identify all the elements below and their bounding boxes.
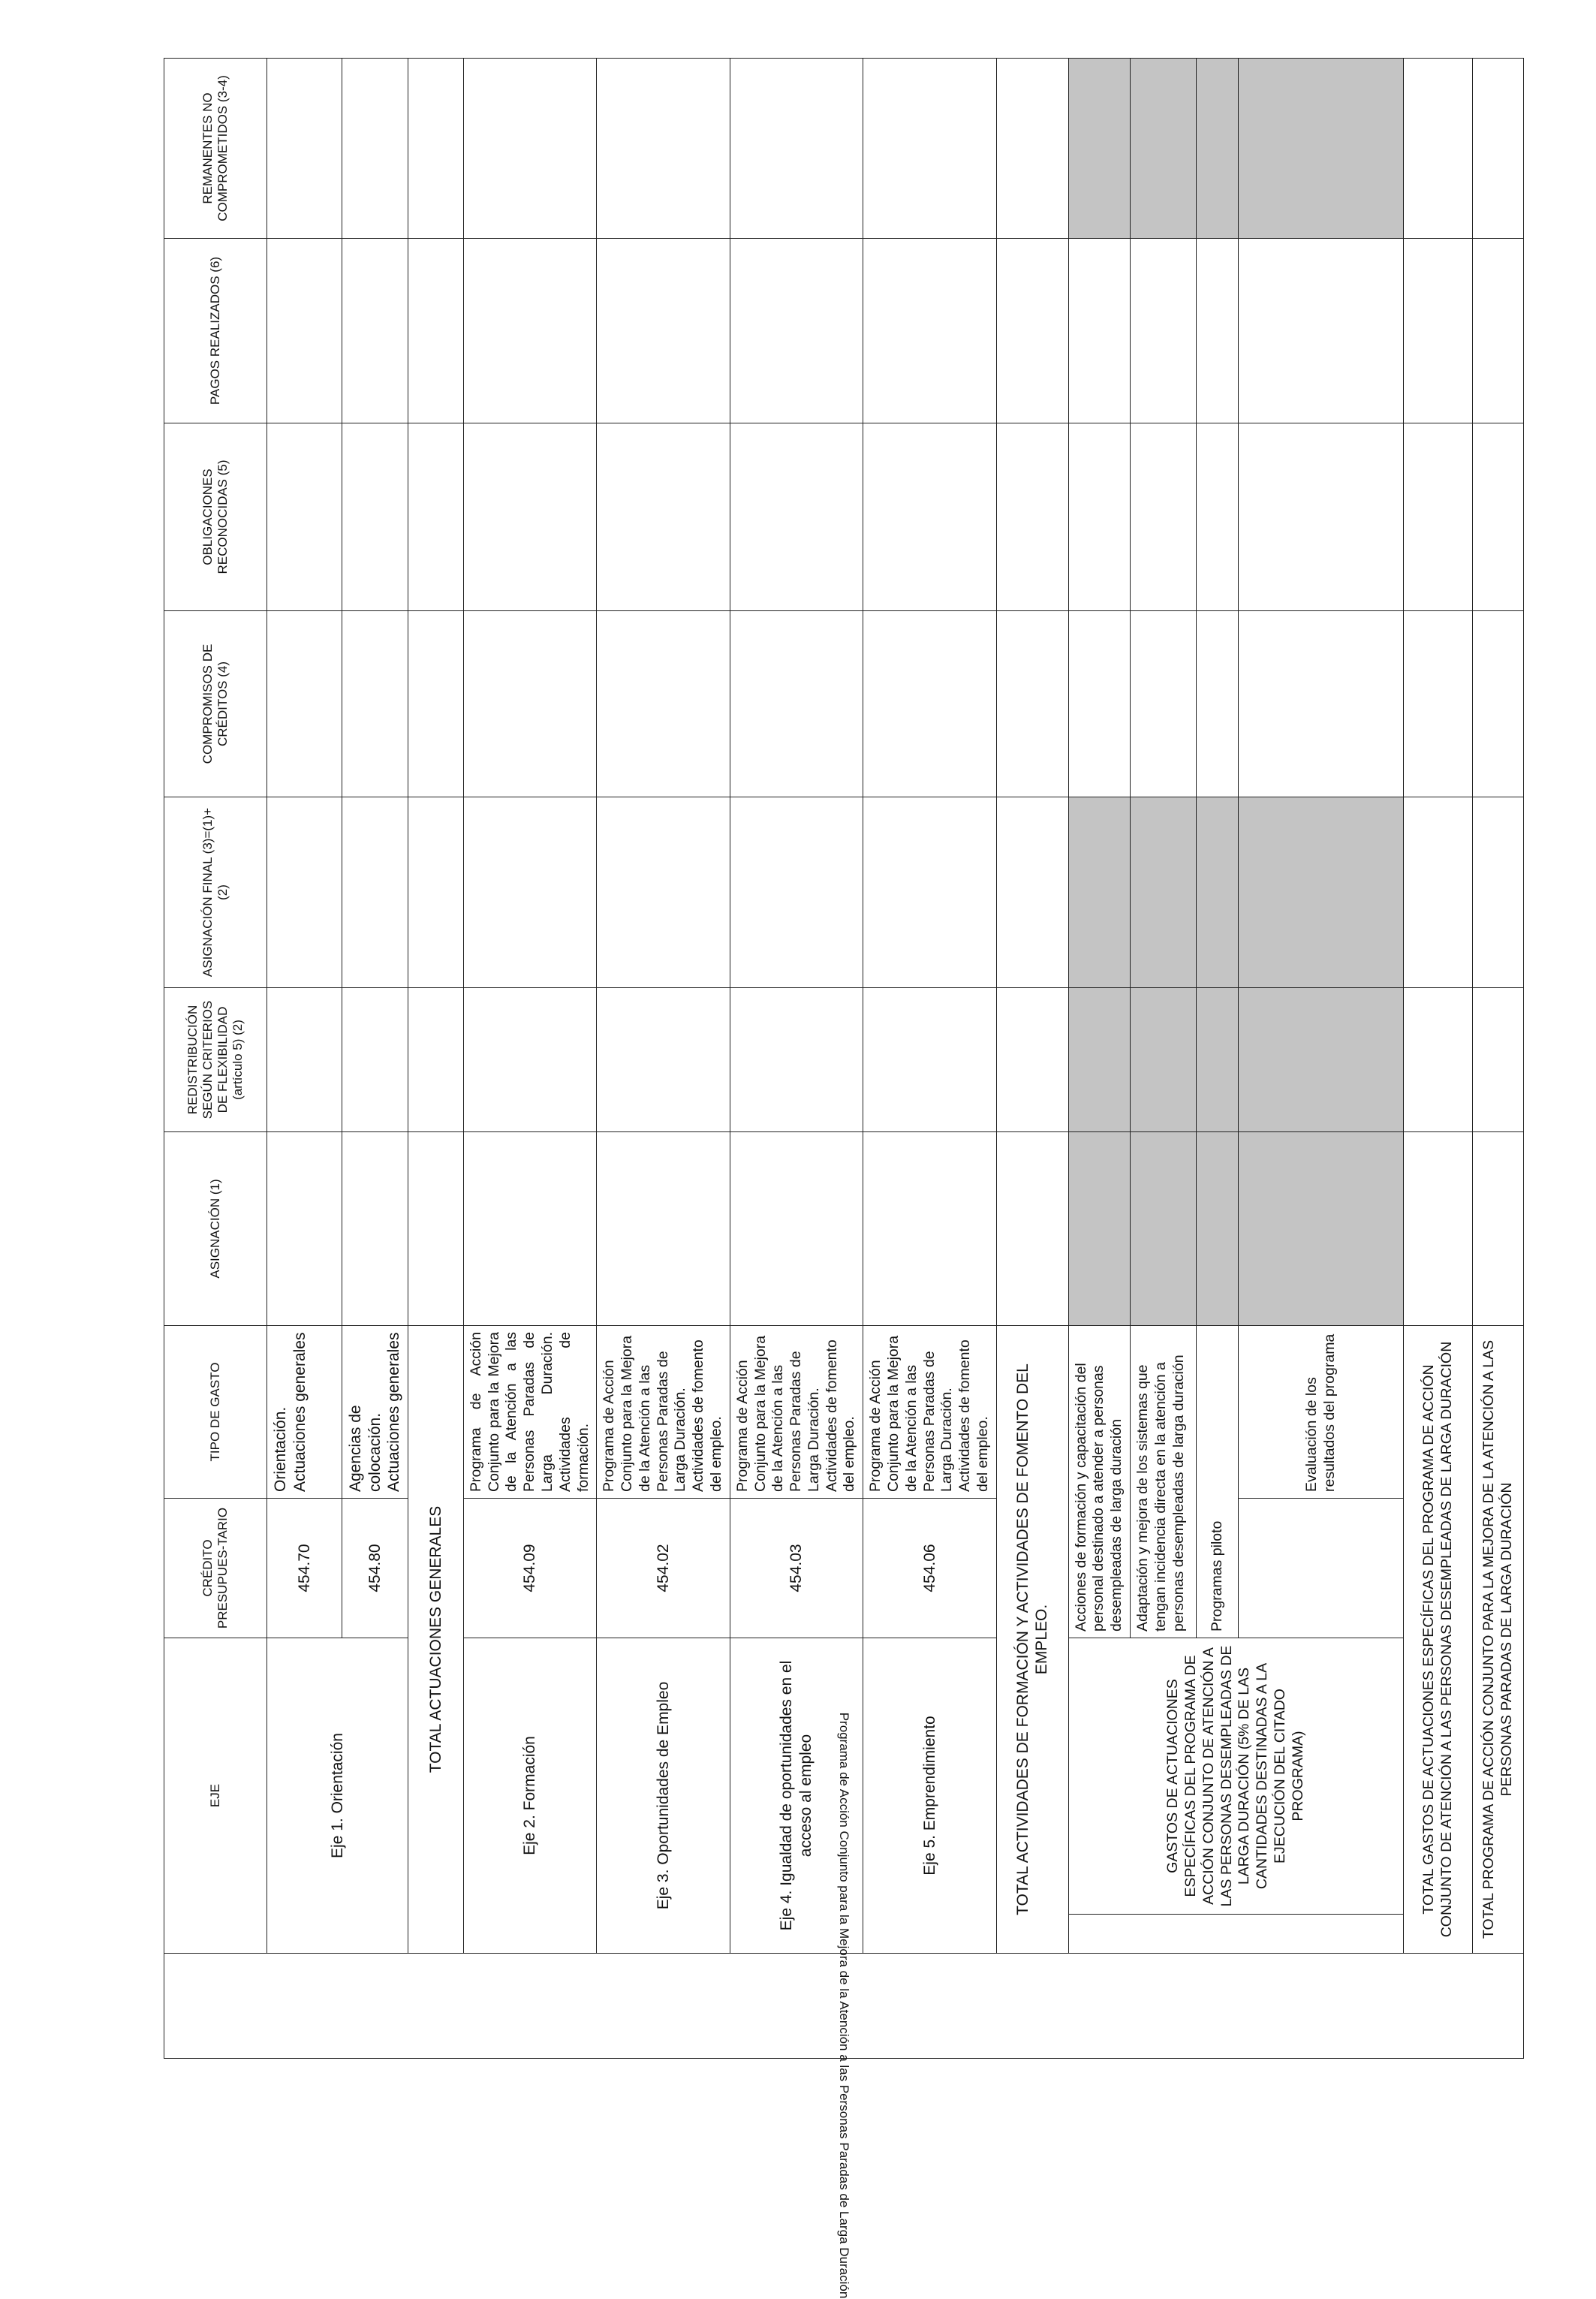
- credito-454-06: 454.06: [863, 1499, 996, 1638]
- credito-454-80: 454.80: [342, 1499, 408, 1638]
- header-remanentes: REMANENTES NO COMPROMETIDOS (3-4): [164, 59, 267, 239]
- credito-454-70: 454.70: [267, 1499, 342, 1638]
- header-tipo: TIPO DE GASTO: [164, 1326, 267, 1499]
- table-row-total-programa: [1473, 59, 1524, 2059]
- header-credito: CRÉDITO PRESUPUES-TARIO: [164, 1499, 267, 1638]
- table-row-eje3: [597, 59, 730, 2059]
- eje2-label: Eje 2. Formación: [463, 1638, 596, 1954]
- gastos-especificas-label: GASTOS DE ACTUACIONES ESPECÍFICAS DEL PROGRAMA DE ACCIÓN CONJUNTO DE ATENCIÓN A LAS PERSONAS DESEMPLEADAS DE LARGA DURACIÓN (5% DE LAS CANTIDADES DESTINADAS A LA EJECUCIÓN DEL CITADO PROGRAMA): [1068, 1638, 1403, 1915]
- program-side-label: Programa de Acción Conjunto para la Mejora de la Atención a las Personas Paradas de Larga Duración: [164, 1954, 1524, 2059]
- gasto-formacion-personal: Acciones de formación y capacitación del personal destinado a atender a personas desempleadas de larga duración: [1068, 1326, 1130, 1638]
- gasto-evaluacion-spacer: [1239, 1499, 1404, 1638]
- table-row-total-generales: [408, 59, 463, 2059]
- tipo-eje3: Programa de Acción Conjunto para la Mejora de la Atención a las Personas Paradas de Larga Duración. Actividades de fomento del empleo.: [597, 1326, 730, 1499]
- header-asignacion: ASIGNACIÓN (1): [164, 1132, 267, 1326]
- header-pagos: PAGOS REALIZADOS (6): [164, 239, 267, 423]
- budget-table: [164, 58, 1524, 2299]
- budget-table-page: [164, 59, 1515, 2299]
- credito-454-02: 454.02: [597, 1499, 730, 1638]
- gastos-spacer: [1068, 1915, 1403, 1954]
- table-row-total-especificas: [1404, 59, 1473, 2059]
- header-obligaciones: OBLIGACIONES RECONOCIDAS (5): [164, 423, 267, 611]
- gasto-adaptacion-sistemas: Adaptación y mejora de los sistemas que tengan incidencia directa en la atención a personas desempleadas de larga duración: [1131, 1326, 1197, 1638]
- eje3-label: Eje 3. Oportunidades de Empleo: [597, 1638, 730, 1954]
- total-actuaciones-generales: TOTAL ACTUACIONES GENERALES: [408, 1326, 463, 1954]
- header-compromisos: COMPROMISOS DE CRÉDITOS (4): [164, 611, 267, 797]
- header-redistribucion: REDISTRIBUCIÓN SEGÚN CRITERIOS DE FLEXIBILIDAD (artículo 5) (2): [164, 988, 267, 1132]
- eje4-label: Eje 4. Igualdad de oportunidades en el acceso al empleo: [730, 1638, 863, 1954]
- eje5-label: Eje 5. Emprendimiento: [863, 1638, 996, 1954]
- tipo-orientacion: Orientación. Actuaciones generales: [267, 1326, 342, 1499]
- tipo-eje2: Programa de Acción Conjunto para la Mejora de la Atención a las Personas Paradas de Larga Duración. Actividades de formación.: [463, 1326, 596, 1499]
- header-asignacion-final: ASIGNACIÓN FINAL (3)=(1)+(2): [164, 797, 267, 988]
- table-row-eje2: [463, 59, 596, 2059]
- eje1-label: Eje 1. Orientación: [267, 1638, 408, 1954]
- header-eje: EJE: [164, 1638, 267, 1954]
- tipo-agencias: Agencias de colocación. Actuaciones generales: [342, 1326, 408, 1499]
- credito-454-09: 454.09: [463, 1499, 596, 1638]
- table-row-eje1-a: [267, 59, 342, 2059]
- gasto-programas-piloto: Programas piloto: [1197, 1326, 1239, 1638]
- table-row-gastos-1: [1068, 59, 1130, 2059]
- table-row-eje5: [863, 59, 996, 2059]
- credito-454-03: 454.03: [730, 1499, 863, 1638]
- header-row: [164, 59, 267, 2059]
- table-row-total-formacion: [996, 59, 1068, 2059]
- tipo-eje5: Programa de Acción Conjunto para la Mejora de la Atención a las Personas Paradas de Larga Duración. Actividades de fomento del empleo.: [863, 1326, 996, 1499]
- tipo-eje4: Programa de Acción Conjunto para la Mejora de la Atención a las Personas Paradas de Larga Duración. Actividades de fomento del empleo.: [730, 1326, 863, 1499]
- total-gastos-especificas: TOTAL GASTOS DE ACTUACIONES ESPECÍFICAS DEL PROGRAMA DE ACCIÓN CONJUNTO DE ATENCIÓN A LAS PERSONAS DESEMPLEADAS DE LARGA DURACIÓN: [1404, 1326, 1473, 1954]
- gasto-evaluacion: Evaluación de los resultados del programa: [1239, 1326, 1404, 1499]
- total-programa: TOTAL PROGRAMA DE ACCIÓN CONJUNTO PARA LA MEJORA DE LA ATENCIÓN A LAS PERSONAS PARADAS DE LARGA DURACIÓN: [1473, 1326, 1524, 1954]
- total-formacion-fomento: TOTAL ACTIVIDADES DE FORMACIÓN Y ACTIVIDADES DE FOMENTO DEL EMPLEO.: [996, 1326, 1068, 1954]
